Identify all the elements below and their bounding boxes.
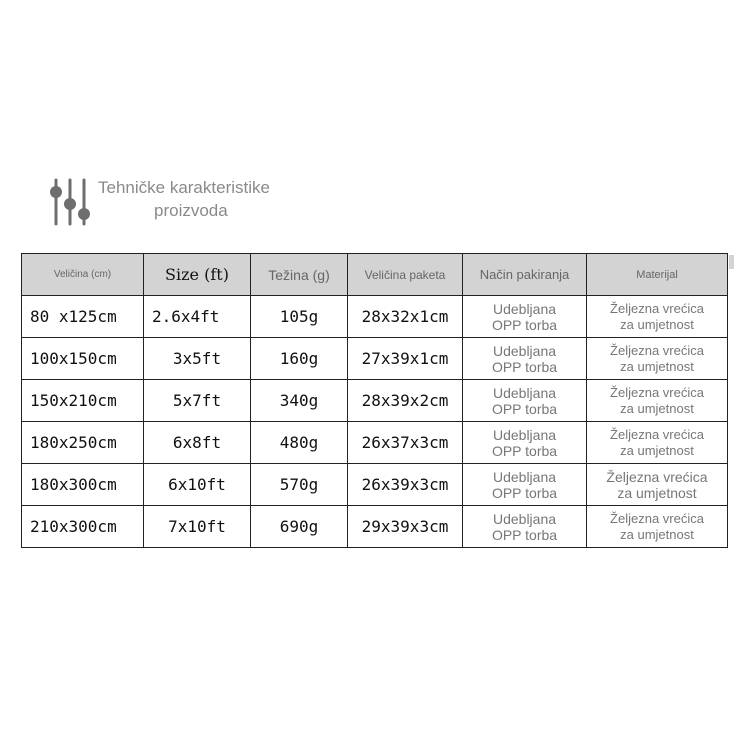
table-header-row xyxy=(22,254,728,296)
column-header-size-cm: Veličina (cm) xyxy=(22,254,144,296)
sliders-icon xyxy=(46,176,94,228)
table-row xyxy=(22,464,728,506)
specifications-table xyxy=(21,253,728,548)
cell-weight: 570g xyxy=(251,464,348,506)
cell-packing xyxy=(463,422,587,464)
material-line2: za umjetnost xyxy=(620,526,694,542)
cell-package-size: 29x39x3cm xyxy=(348,506,463,548)
column-header-material: Materijal xyxy=(587,254,728,296)
cell-packing xyxy=(463,464,587,506)
cell-package-size: 28x39x2cm xyxy=(348,380,463,422)
cell-size-cm: 180x300cm xyxy=(22,464,144,506)
material-line1: Željezna vrećica xyxy=(606,468,708,485)
cell-size-ft: 2.6x4ft xyxy=(144,296,251,338)
material-line1: Željezna vrećica xyxy=(610,510,704,526)
cell-weight: 105g xyxy=(251,296,348,338)
packing-line2: OPP torba xyxy=(491,358,558,375)
cell-package-size: 28x32x1cm xyxy=(348,296,463,338)
cell-package-size: 26x37x3cm xyxy=(348,422,463,464)
table-row xyxy=(22,380,728,422)
cell-size-cm: 180x250cm xyxy=(22,422,144,464)
packing-line1: Udebljana xyxy=(492,510,557,527)
cell-weight: 340g xyxy=(251,380,348,422)
cell-material xyxy=(587,380,728,422)
cell-size-cm: 150x210cm xyxy=(22,380,144,422)
material-line2: za umjetnost xyxy=(620,400,694,416)
cell-size-ft: 5x7ft xyxy=(144,380,251,422)
packing-line2: OPP torba xyxy=(491,484,558,501)
packing-line1: Udebljana xyxy=(492,468,557,485)
decorative-mark xyxy=(729,255,734,269)
table-row xyxy=(22,296,728,338)
table-row xyxy=(22,338,728,380)
cell-material xyxy=(587,422,728,464)
column-header-packing: Način pakiranja xyxy=(463,254,587,296)
packing-line1: Udebljana xyxy=(492,342,557,359)
material-line1: Željezna vrećica xyxy=(610,384,704,400)
cell-weight: 690g xyxy=(251,506,348,548)
material-line2: za umjetnost xyxy=(620,316,694,332)
cell-weight: 160g xyxy=(251,338,348,380)
packing-line2: OPP torba xyxy=(491,526,558,543)
cell-size-ft: 3x5ft xyxy=(144,338,251,380)
material-line2: za umjetnost xyxy=(617,484,697,501)
packing-line2: OPP torba xyxy=(491,316,558,333)
section-header xyxy=(46,176,366,236)
cell-size-cm: 80 x125cm xyxy=(22,296,144,338)
cell-size-ft: 6x10ft xyxy=(144,464,251,506)
cell-packing xyxy=(463,506,587,548)
section-title-line1: Tehničke karakteristike xyxy=(98,178,270,197)
section-title-line2: proizvoda xyxy=(154,201,228,220)
cell-packing xyxy=(463,338,587,380)
column-header-size-ft: Size (ft) xyxy=(144,254,251,296)
material-line1: Željezna vrećica xyxy=(610,300,704,316)
cell-package-size: 26x39x3cm xyxy=(348,464,463,506)
material-line2: za umjetnost xyxy=(620,358,694,374)
material-line1: Željezna vrećica xyxy=(610,342,704,358)
cell-material xyxy=(587,464,728,506)
column-header-weight: Težina (g) xyxy=(251,254,348,296)
material-line2: za umjetnost xyxy=(620,442,694,458)
cell-packing xyxy=(463,296,587,338)
cell-material xyxy=(587,506,728,548)
table-row xyxy=(22,422,728,464)
packing-line1: Udebljana xyxy=(492,426,557,443)
packing-line2: OPP torba xyxy=(491,400,558,417)
packing-line1: Udebljana xyxy=(492,384,557,401)
cell-package-size: 27x39x1cm xyxy=(348,338,463,380)
cell-size-ft: 7x10ft xyxy=(144,506,251,548)
packing-line1: Udebljana xyxy=(492,300,557,317)
packing-line2: OPP torba xyxy=(491,442,558,459)
cell-weight: 480g xyxy=(251,422,348,464)
cell-size-cm: 100x150cm xyxy=(22,338,144,380)
cell-size-cm: 210x300cm xyxy=(22,506,144,548)
column-header-package-size: Veličina paketa xyxy=(348,254,463,296)
table-row xyxy=(22,506,728,548)
cell-material xyxy=(587,338,728,380)
cell-size-ft: 6x8ft xyxy=(144,422,251,464)
material-line1: Željezna vrećica xyxy=(610,426,704,442)
cell-packing xyxy=(463,380,587,422)
cell-material xyxy=(587,296,728,338)
